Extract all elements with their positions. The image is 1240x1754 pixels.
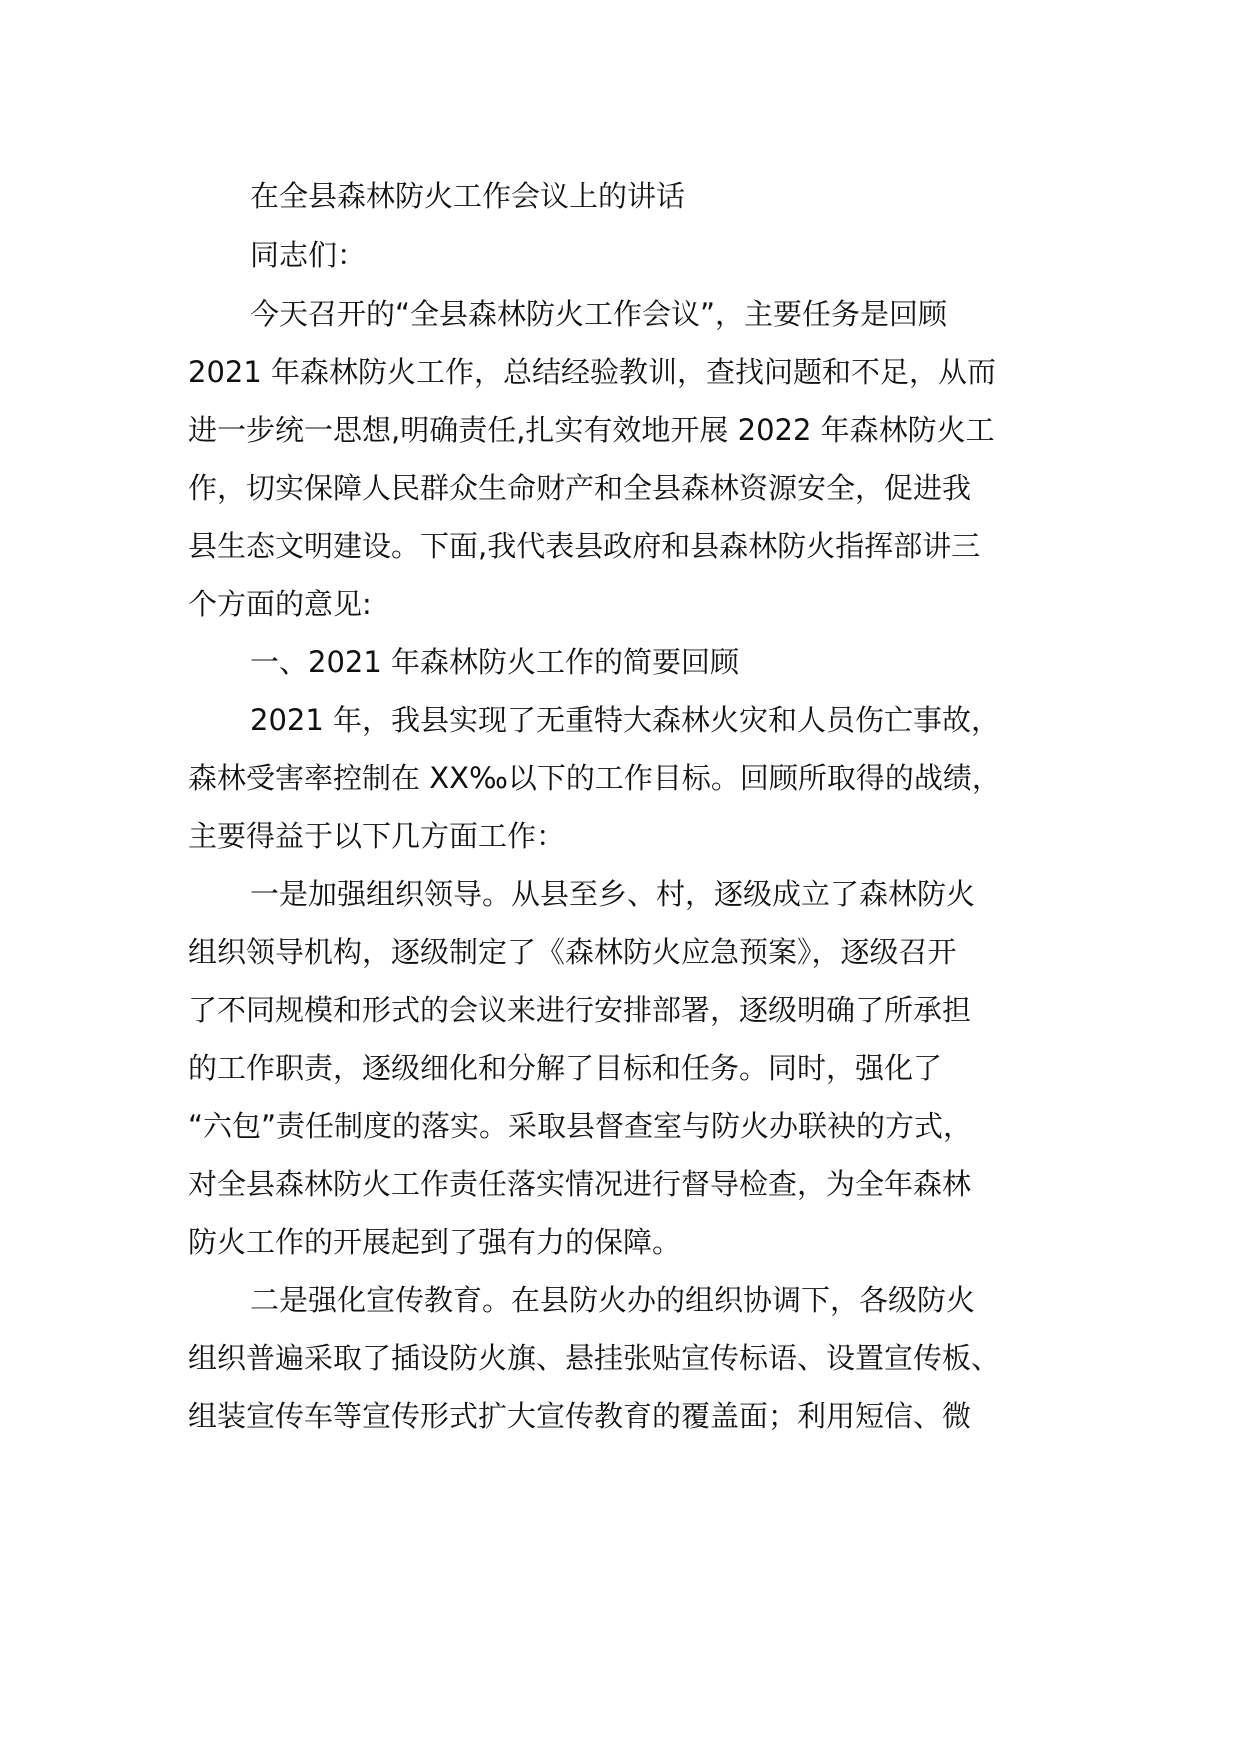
paragraph-line: 2021 年森林防火工作，总结经验教训，查找问题和不足，从而 xyxy=(188,355,997,389)
paragraph-line: 2021 年，我县实现了无重特大森林火灾和人员伤亡事故， xyxy=(250,703,1001,737)
paragraph-line: 县生态文明建设。下面,我代表县政府和县森林防火指挥部讲三 xyxy=(188,529,981,563)
paragraph-line: 对全县森林防火工作责任落实情况进行督导检查，为全年森林 xyxy=(188,1167,972,1201)
paragraph-line: 作，切实保障人民群众生命财产和全县森林资源安全，促进我 xyxy=(188,471,972,505)
document-title: 在全县森林防火工作会议上的讲话 xyxy=(250,179,686,213)
paragraph-line: 一是加强组织领导。从县至乡、村，逐级成立了森林防火 xyxy=(250,877,976,911)
paragraph-line: 二是强化宣传教育。在县防火办的组织协调下，各级防火 xyxy=(250,1283,976,1317)
paragraph-line: 今天召开的“全县森林防火工作会议”，主要任务是回顾 xyxy=(250,297,948,331)
salutation: 同志们： xyxy=(250,238,367,272)
paragraph-line: 个方面的意见: xyxy=(188,587,372,621)
section-heading: 一、2021 年森林防火工作的简要回顾 xyxy=(250,645,740,679)
paragraph-line: 进一步统一思想,明确责任,扎实有效地开展 2022 年森林防火工 xyxy=(188,413,995,447)
paragraph-line: 防火工作的开展起到了强有力的保障。 xyxy=(188,1225,682,1259)
paragraph-line: 组织领导机构，逐级制定了《森林防火应急预案》，逐级召开 xyxy=(188,935,957,969)
paragraph-line: 森林受害率控制在 XX‰以下的工作目标。回顾所取得的战绩， xyxy=(188,761,1001,795)
paragraph-line: 组装宣传车等宣传形式扩大宣传教育的覆盖面；利用短信、微 xyxy=(188,1399,972,1433)
paragraph-line: 主要得益于以下几方面工作： xyxy=(188,819,566,853)
paragraph-line: “六包”责任制度的落实。采取县督查室与防火办联袂的方式， xyxy=(188,1109,973,1143)
paragraph-line: 组织普遍采取了插设防火旗、悬挂张贴宣传标语、设置宣传板、 xyxy=(188,1341,1001,1375)
paragraph-line: 了不同规模和形式的会议来进行安排部署，逐级明确了所承担 xyxy=(188,993,972,1027)
paragraph-line: 的工作职责，逐级细化和分解了目标和任务。同时，强化了 xyxy=(188,1051,943,1085)
